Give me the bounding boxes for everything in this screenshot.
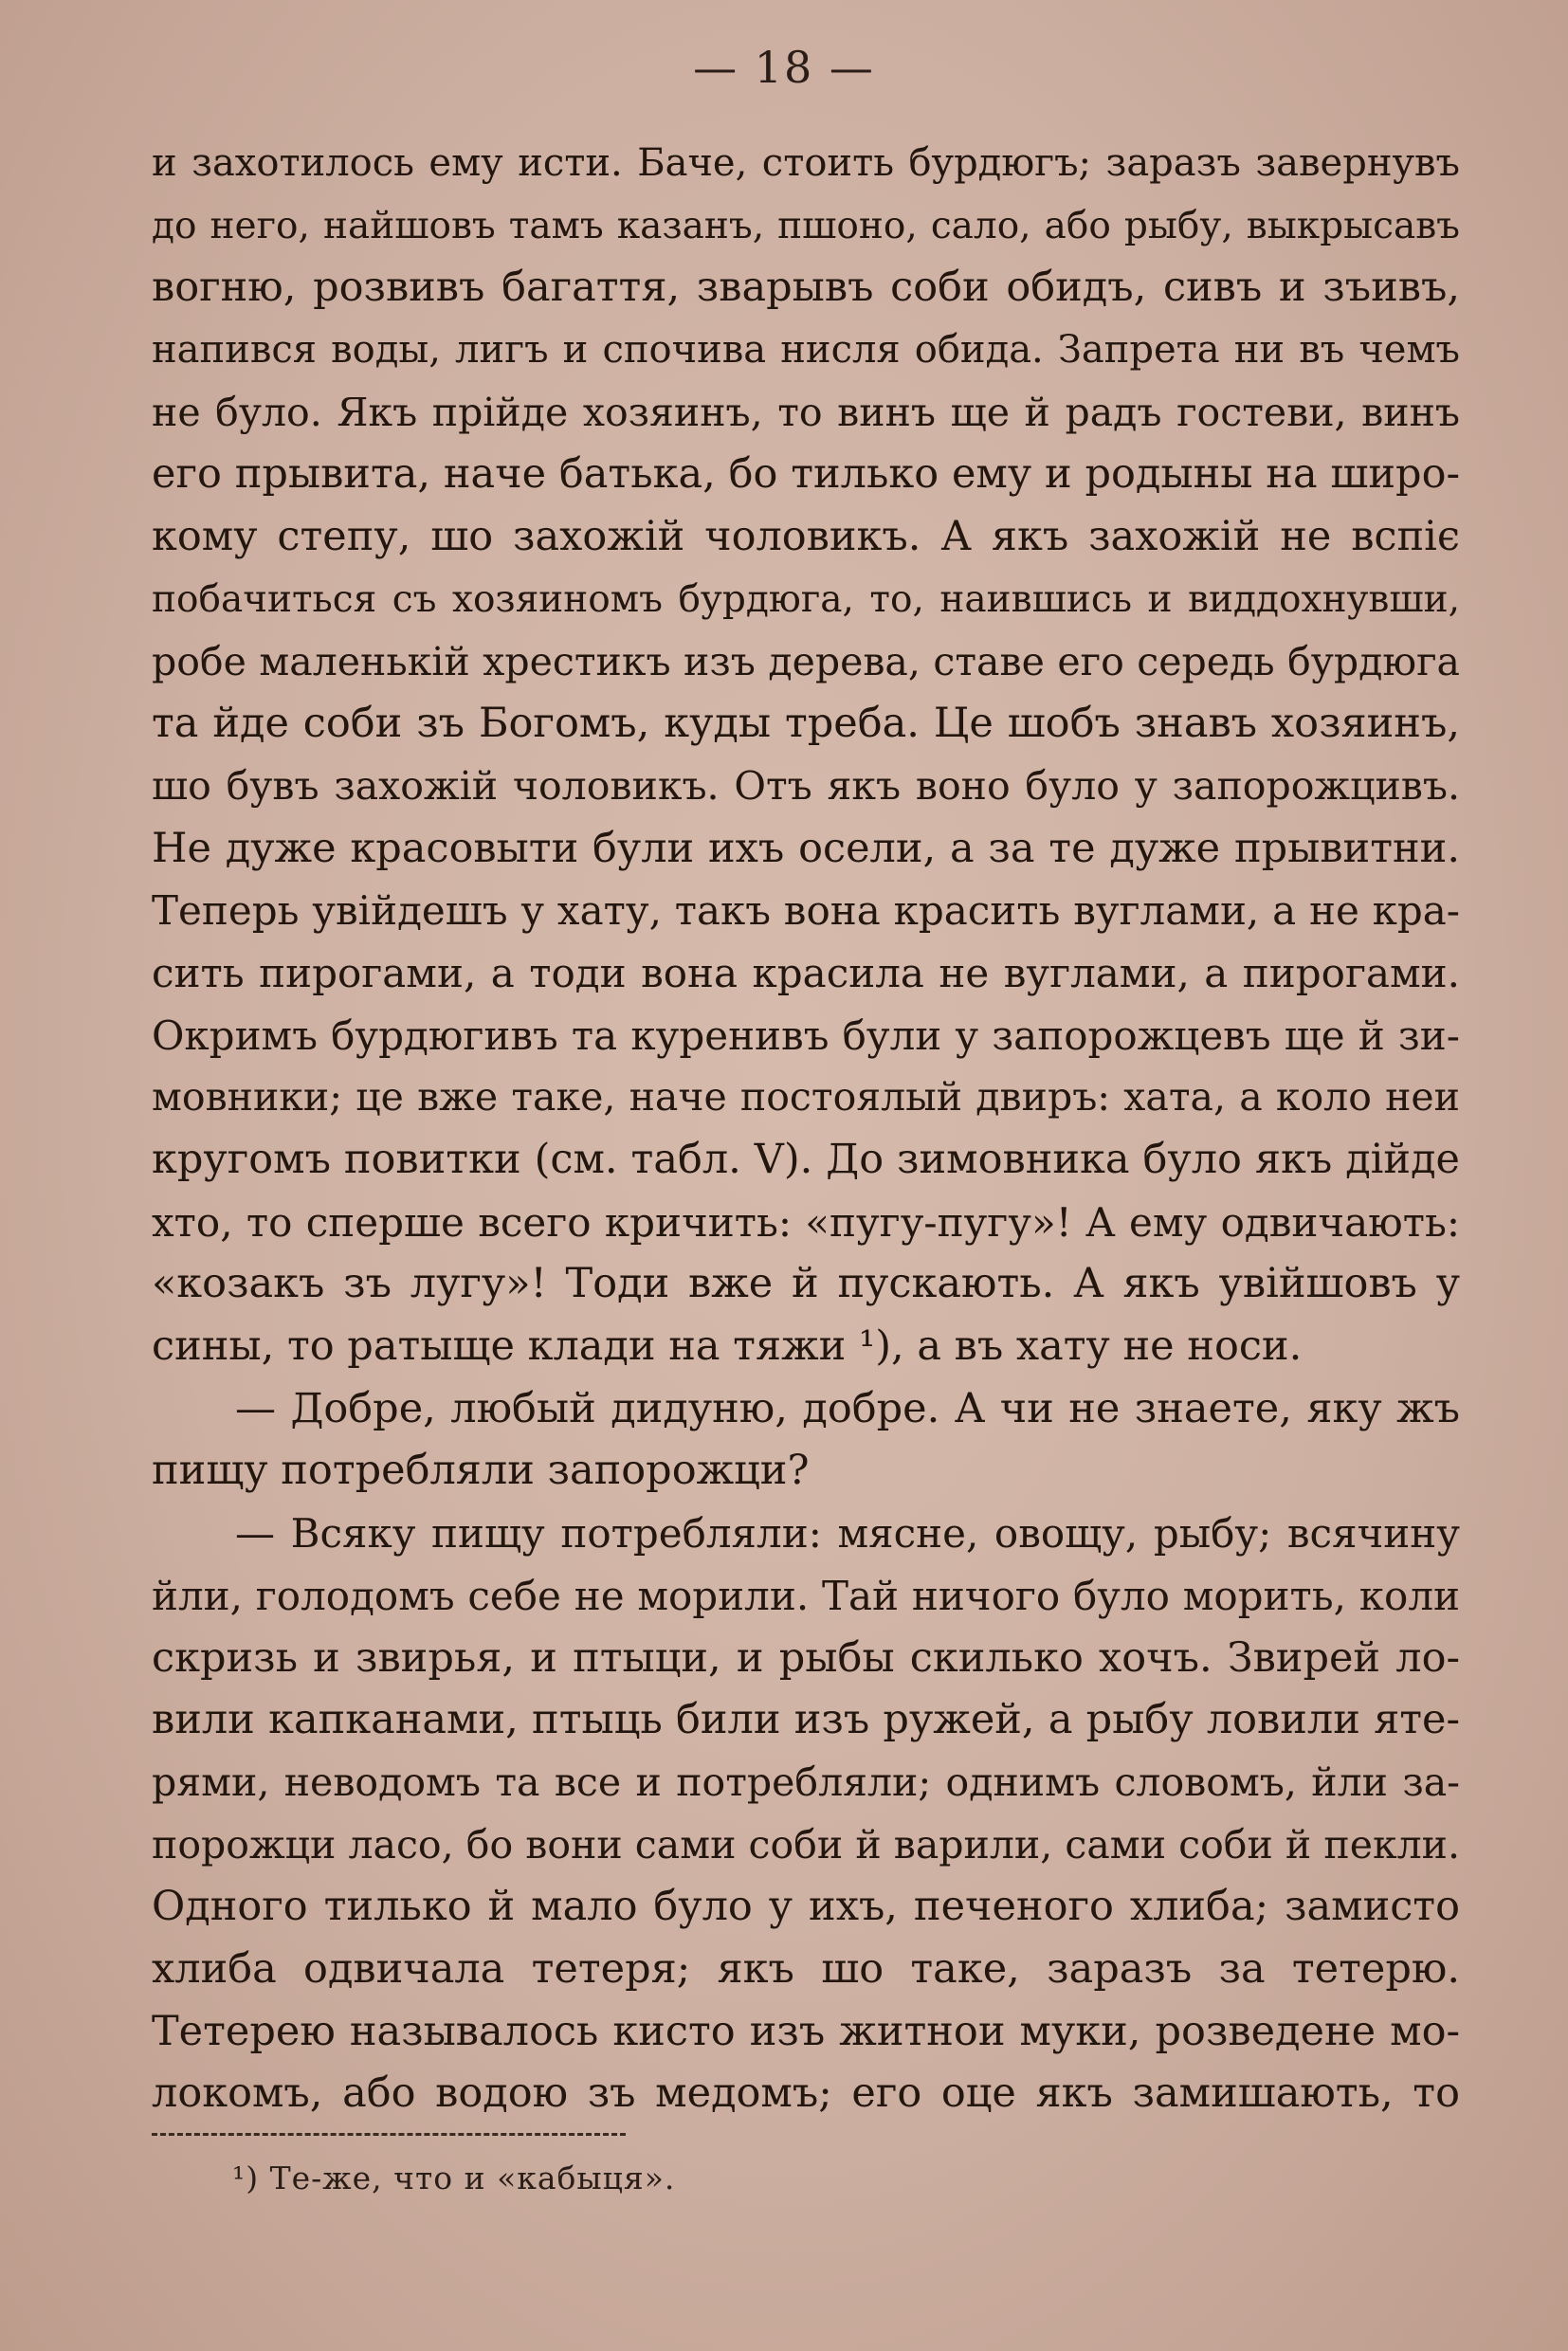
text-line: пищу потребляли запорожци?	[152, 1447, 810, 1495]
text-line: «козакъ зъ лугу»! Тоди вже й пускають. А якъ увійшовъ у	[152, 1260, 1460, 1308]
text-line: Тетерею называлось кисто изъ житнои муки, розведене мо-	[152, 2007, 1460, 2055]
text-line: — Всяку пищу потребляли: мясне, овощу, рыбу; всячину	[235, 1510, 1460, 1558]
text-line: кругомъ повитки (см. табл. V). До зимовника було якъ дійде	[152, 1136, 1460, 1183]
text-line: порожци ласо, бо вони сами соби й варили, сами соби й пекли.	[152, 1821, 1460, 1868]
text-line: до него, найшовъ тамъ казанъ, пшоно, сало, або рыбу, выкрысавъ	[152, 204, 1460, 247]
text-line: мовники; це вже таке, наче постоялый двиръ: хата, а коло неи	[152, 1074, 1460, 1121]
text-line: Не дуже красовыти були ихъ осели, а за те дуже прывитни.	[152, 824, 1460, 872]
text-line: сить пирогами, а тоди вона красила не вуглами, а пирогами.	[152, 949, 1460, 996]
text-line: не було. Якъ прійде хозяинъ, то винъ ще й радъ гостеви, винъ	[152, 389, 1460, 435]
text-line: кому степу, шо захожій чоловикъ. А якъ захожій не вспіє	[152, 513, 1460, 561]
text-line: хлиба одвичала тетеря; якъ шо таке, заразъ за тетерю.	[152, 1944, 1460, 1993]
text-line: побачиться съ хозяиномъ бурдюга, то, наившись и виддохнувши,	[152, 577, 1460, 621]
text-line: хто, то сперше всего кричить: «пугу-пугу»! А ему одвичають:	[152, 1198, 1460, 1246]
text-line: и захотилось ему исти. Баче, стоить бурдюгъ; заразъ завернувъ	[152, 141, 1460, 185]
text-line: рями, неводомъ та все и потребляли; однимъ словомъ, йли за-	[152, 1759, 1460, 1805]
text-line: робе маленькій хрестикъ изъ дерева, ставе его середь бурдюга	[152, 638, 1460, 684]
footnote: ¹) Те-же, что и «кабыця».	[232, 2160, 676, 2196]
text-line: шо бувъ захожій чоловикъ. Отъ якъ воно було у запорожцивъ.	[152, 762, 1460, 809]
text-line: та йде соби зъ Богомъ, куды треба. Це шобъ знавъ хозяинъ,	[152, 700, 1460, 748]
text-line: йли, голодомъ себе не морили. Тай ничого було морить, коли	[152, 1572, 1460, 1619]
body-text	[152, 133, 1460, 2125]
text-line: напився воды, лигъ и спочива нисля обида. Запрета ни въ чемъ	[152, 328, 1460, 373]
text-line: локомъ, або водою зъ медомъ; его оце якъ замишають, то	[152, 2069, 1460, 2118]
page-number: — 18 —	[693, 42, 875, 93]
footnote-divider	[152, 2133, 626, 2136]
text-line: сины, то ратыще клади на тяжи ¹), а въ хату не носи.	[152, 1322, 1303, 1371]
text-line: скризь и звирья, и птыци, и рыбы скилько хочъ. Звирей ло-	[152, 1633, 1460, 1682]
text-line: — Добре, любый дидуню, добре. А чи не знаете, яку жъ	[235, 1384, 1460, 1432]
text-line: Теперь увійдешъ у хату, такъ вона красить вуглами, а не кра-	[152, 887, 1460, 935]
text-line: Окримъ бурдюгивъ та куренивъ були у запорожцевъ ще й зи-	[152, 1011, 1460, 1059]
text-line: Одного тилько й мало було у ихъ, печеного хлиба; замисто	[152, 1883, 1460, 1931]
text-line: его прывита, наче батька, бо тилько ему и родыны на широ-	[152, 450, 1460, 499]
text-line: вили капканами, птыць били изъ ружей, а рыбу ловили ятe-	[152, 1696, 1460, 1744]
text-line: вогню, розвивъ багаття, зварывъ соби обидъ, сивъ и зъивъ,	[152, 264, 1460, 312]
